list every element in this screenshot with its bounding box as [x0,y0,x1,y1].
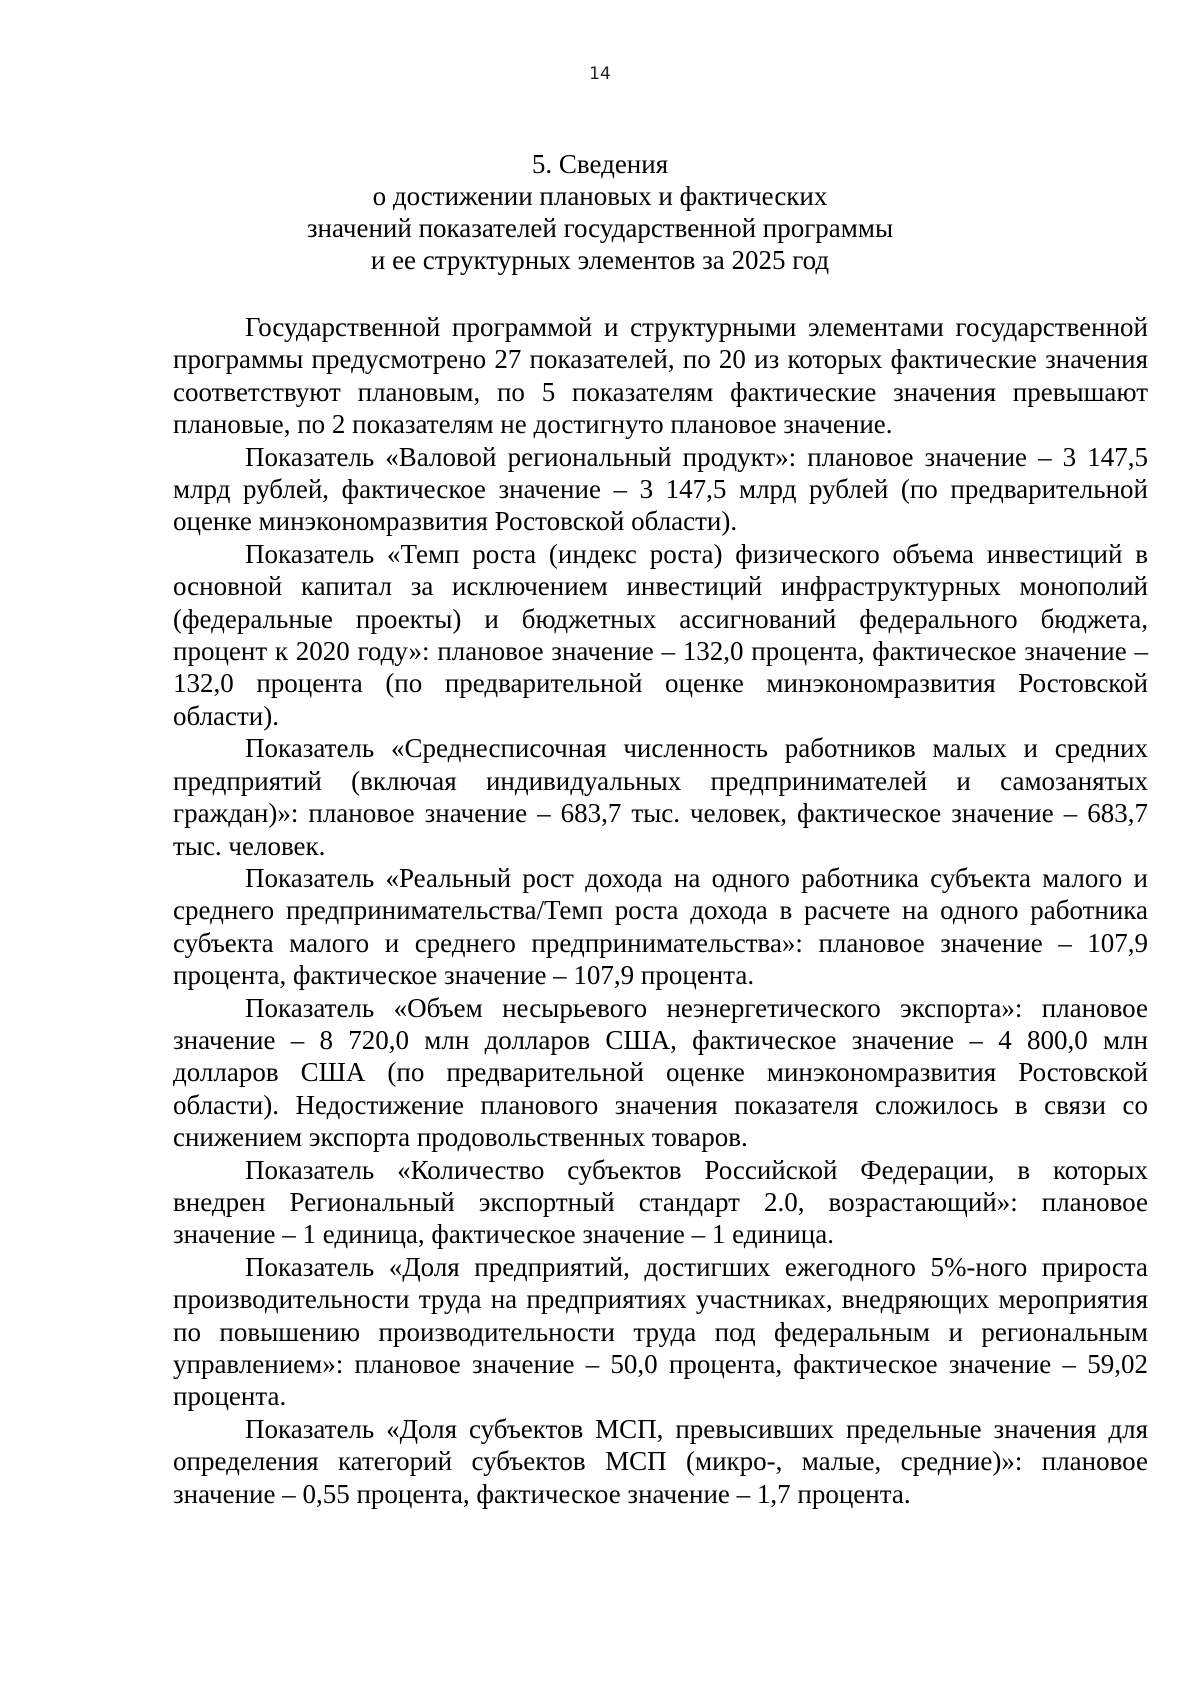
indicator-paragraph-grp: Показатель «Валовой региональный продукт»: плановое значение – 3 147,5 млрд рублей, фактическое значение – 3 147,5 млрд рублей (по предварительной оценке минэкономразвития Ростовской области). [173,441,1148,537]
indicator-paragraph-export-standard: Показатель «Количество субъектов Российской Федерации, в которых внедрен Региональный экспортный стандарт 2.0, возрастающий»: плановое значение – 1 единица, фактическое значение – 1 единица. [173,1154,1148,1250]
section-heading-line: 5. Сведения [531,149,669,179]
indicator-paragraph-export: Показатель «Объем несырьевого неэнергетического экспорта»: плановое значение – 8 720,0 млн долларов США, фактическое значение – 4 800,0 млн долларов США (по предварительной оценке минэкономразвития Ростовской области). Недостижение планового значения показателя сложилось в связи со снижением экспорта продовольственных товаров. [173,992,1148,1153]
section-heading-line: значений показателей государственной программы [306,213,894,243]
section-heading-line: и ее структурных элементов за 2025 год [370,245,830,275]
indicator-paragraph-productivity: Показатель «Доля предприятий, достигших ежегодного 5%-ного прироста производительности труда на предприятиях участниках, внедряющих мероприятия по повышению производительности труда под федеральным и региональным управлением»: плановое значение – 50,0 процента, фактическое значение – 59,02 процента. [173,1251,1148,1412]
indicator-paragraph-investment-growth: Показатель «Темп роста (индекс роста) физического объема инвестиций в основной капитал за исключением инвестиций инфраструктурных монополий (федеральные проекты) и бюджетных ассигнований федерального бюджета, процент к 2020 году»: плановое значение – 132,0 процента, фактическое значение – 132,0 процента (по предварительной оценке минэкономразвития Ростовской области). [173,538,1148,731]
indicator-paragraph-sme-share: Показатель «Доля субъектов МСП, превысивших предельные значения для определения категорий субъектов МСП (микро-, малые, средние)»: плановое значение – 0,55 процента, фактическое значение – 1,7 процента. [173,1413,1148,1509]
body-text [173,311,1148,1510]
indicator-paragraph-sme-income: Показатель «Реальный рост дохода на одного работника субъекта малого и среднего предпринимательства/Темп роста дохода в расчете на одного работника субъекта малого и среднего предпринимательства»: плановое значение – 107,9 процента, фактическое значение – 107,9 процента. [173,862,1148,991]
indicator-paragraph-sme-employees: Показатель «Среднесписочная численность работников малых и средних предприятий (включая индивидуальных предпринимателей и самозанятых граждан)»: плановое значение – 683,7 тыс. человек, фактическое значение – 683,7 тыс. человек. [173,733,1148,861]
page-number: 14 [589,64,611,84]
section-heading-line: о достижении плановых и фактических [372,181,828,211]
intro-paragraph: Государственной программой и структурными элементами государственной программы предусмотрено 27 показателей, по 20 из которых фактические значения соответствуют плановым, по 5 показателям фактические значения превышают плановые, по 2 показателям не достигнуто плановое значение. [173,312,1148,440]
section-heading [0,148,1200,276]
